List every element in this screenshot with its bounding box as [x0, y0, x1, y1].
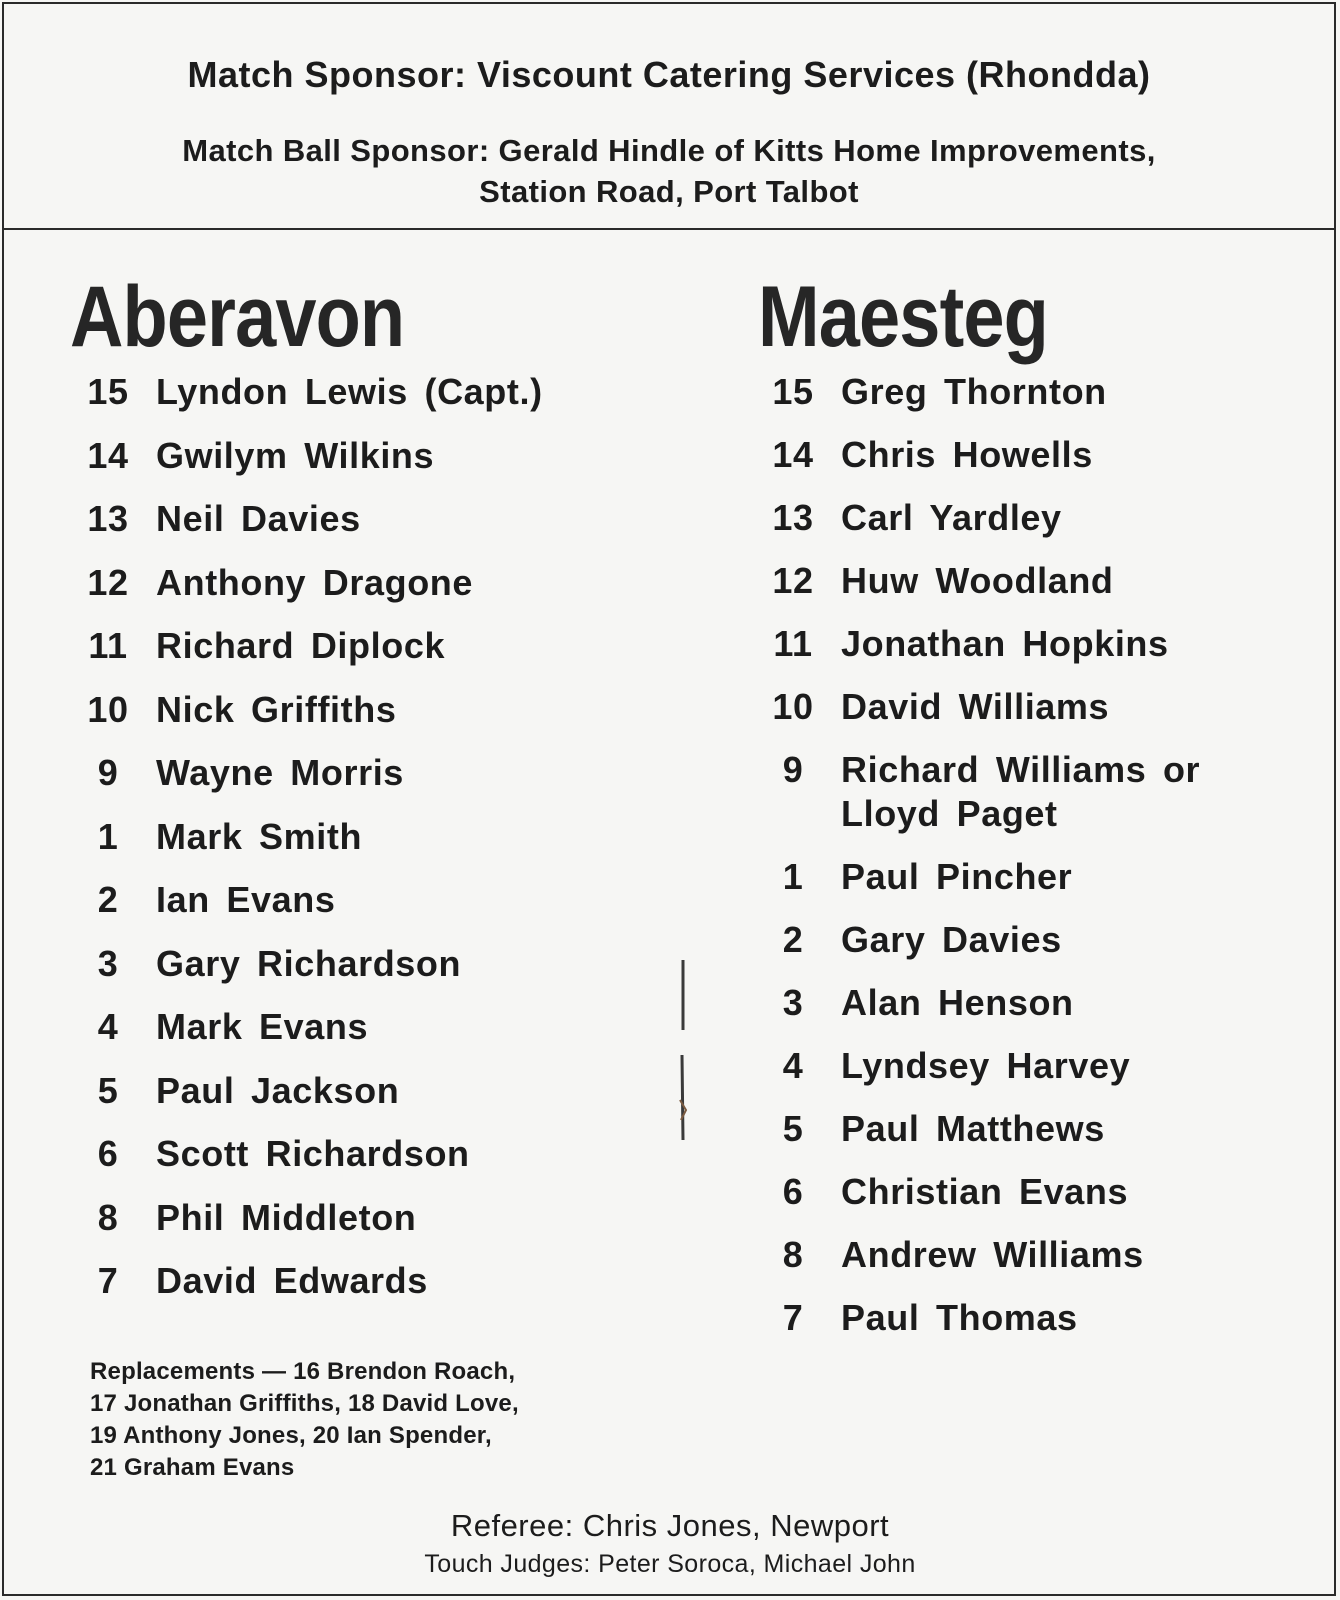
match-sponsor: Match Sponsor: Viscount Catering Services (Rhondda): [187, 54, 1151, 95]
player-number: 7: [782, 1297, 804, 1338]
player-name: Mark Evans: [156, 1006, 369, 1047]
player-name: Jonathan Hopkins: [841, 623, 1169, 664]
player-name: David Edwards: [156, 1260, 428, 1301]
player-number: 14: [772, 434, 814, 475]
player-name: Paul Thomas: [841, 1297, 1078, 1338]
player-name: Chris Howells: [841, 434, 1093, 475]
player-row: [745, 981, 1305, 1025]
player-number: 4: [97, 1006, 119, 1047]
player-name: Lyndsey Harvey: [841, 1045, 1131, 1086]
touch-judges: Touch Judges: Peter Soroca, Michael John: [424, 1550, 916, 1578]
player-row: [745, 855, 1305, 899]
player-number: 10: [87, 688, 129, 730]
player-number: 12: [772, 560, 814, 601]
replacements-line: 17 Jonathan Griffiths, 18 David Love,: [90, 1390, 519, 1417]
player-name: David Williams: [841, 686, 1110, 727]
player-row: [745, 433, 1305, 477]
staple-mark: [678, 960, 688, 1160]
player-number: 6: [782, 1171, 804, 1212]
player-row: [745, 685, 1305, 729]
player-row: [60, 624, 660, 668]
player-number: 10: [772, 686, 814, 727]
home-team-name: Aberavon: [70, 269, 405, 365]
player-row: [60, 1196, 660, 1240]
player-row: [745, 559, 1305, 603]
player-row: [60, 370, 660, 414]
player-name: Wayne Morris: [156, 752, 404, 793]
player-number: 2: [97, 879, 119, 920]
player-name: Carl Yardley: [841, 497, 1062, 538]
player-row: [745, 496, 1305, 540]
player-number: 14: [87, 434, 129, 476]
player-row: [745, 1170, 1305, 1214]
player-row: [60, 497, 660, 541]
player-number: 13: [87, 498, 129, 539]
player-row: [60, 1005, 660, 1049]
player-row: [60, 751, 660, 795]
home-replacements: [90, 1356, 650, 1484]
player-row: [745, 622, 1305, 666]
away-team-name: Maesteg: [758, 269, 1048, 365]
player-number: 1: [782, 856, 804, 897]
player-row: [60, 815, 660, 859]
player-number: 3: [97, 942, 119, 984]
player-row: [60, 1069, 660, 1113]
sponsor-header: [2, 2, 1336, 230]
player-number: 15: [772, 371, 814, 412]
player-row: [745, 918, 1305, 962]
away-team-roster: [745, 370, 1305, 1359]
player-number: 11: [88, 625, 128, 666]
player-row: [745, 370, 1305, 414]
replacements-line: 19 Anthony Jones, 20 Ian Spender,: [90, 1422, 492, 1449]
player-number: 8: [782, 1234, 804, 1275]
player-row: [745, 1107, 1305, 1151]
ball-sponsor-line-2: Station Road, Port Talbot: [479, 174, 859, 209]
player-number: 5: [782, 1108, 804, 1149]
player-name: Lyndon Lewis (Capt.): [156, 371, 543, 412]
player-name: Ian Evans: [156, 879, 336, 920]
player-name: Christian Evans: [841, 1171, 1129, 1212]
player-name: Scott Richardson: [156, 1133, 470, 1174]
player-name: Gary Davies: [841, 919, 1062, 960]
player-name: Richard Diplock: [156, 625, 446, 666]
replacements-line: 21 Graham Evans: [90, 1454, 295, 1481]
player-name: Nick Griffiths: [156, 688, 397, 730]
player-name: Huw Woodland: [841, 560, 1114, 601]
player-number: 6: [97, 1133, 119, 1174]
player-row: [745, 1296, 1305, 1340]
player-name-line-1: Richard Williams or: [841, 749, 1201, 790]
player-name: Andrew Williams: [841, 1234, 1144, 1275]
match-ball-sponsor: [2, 130, 1336, 212]
player-number: 3: [782, 982, 804, 1023]
player-number: 7: [97, 1260, 119, 1301]
player-row: [60, 561, 660, 605]
player-name: Paul Jackson: [156, 1069, 400, 1111]
player-number: 9: [782, 749, 804, 790]
player-number: 5: [97, 1069, 119, 1111]
player-row: [60, 1259, 660, 1303]
player-row: [60, 434, 660, 478]
player-row: [745, 748, 1305, 836]
player-row: [60, 1132, 660, 1176]
player-name-line-2: Lloyd Paget: [841, 793, 1058, 834]
player-row: [745, 1233, 1305, 1277]
player-row: [745, 1044, 1305, 1088]
player-number: 2: [782, 919, 804, 960]
player-name: Greg Thornton: [841, 371, 1107, 412]
home-team-roster: [60, 370, 660, 1323]
player-row: [60, 688, 660, 732]
player-row: [60, 942, 660, 986]
player-number: 1: [97, 815, 119, 857]
player-number: 9: [97, 752, 119, 793]
player-number: 15: [87, 371, 129, 412]
player-name: Paul Matthews: [841, 1108, 1105, 1149]
player-row: [60, 878, 660, 922]
player-number: 13: [772, 497, 814, 538]
player-name: Gwilym Wilkins: [156, 434, 435, 476]
player-number: 4: [782, 1045, 804, 1086]
player-name: Anthony Dragone: [156, 561, 473, 603]
player-name: Paul Pincher: [841, 856, 1073, 897]
player-name: Alan Henson: [841, 982, 1074, 1023]
referee: Referee: Chris Jones, Newport: [450, 1508, 890, 1543]
player-number: 8: [97, 1196, 119, 1238]
player-name: [841, 748, 1305, 836]
player-number: 11: [773, 623, 813, 664]
player-name: Neil Davies: [156, 498, 361, 539]
player-number: 12: [87, 561, 129, 603]
player-name: Phil Middleton: [156, 1196, 417, 1238]
replacements-line: Replacements — 16 Brendon Roach,: [90, 1358, 516, 1385]
player-name: Mark Smith: [156, 815, 363, 857]
ball-sponsor-line-1: Match Ball Sponsor: Gerald Hindle of Kitts Home Improvements,: [182, 133, 1156, 168]
player-name: Gary Richardson: [156, 942, 462, 984]
